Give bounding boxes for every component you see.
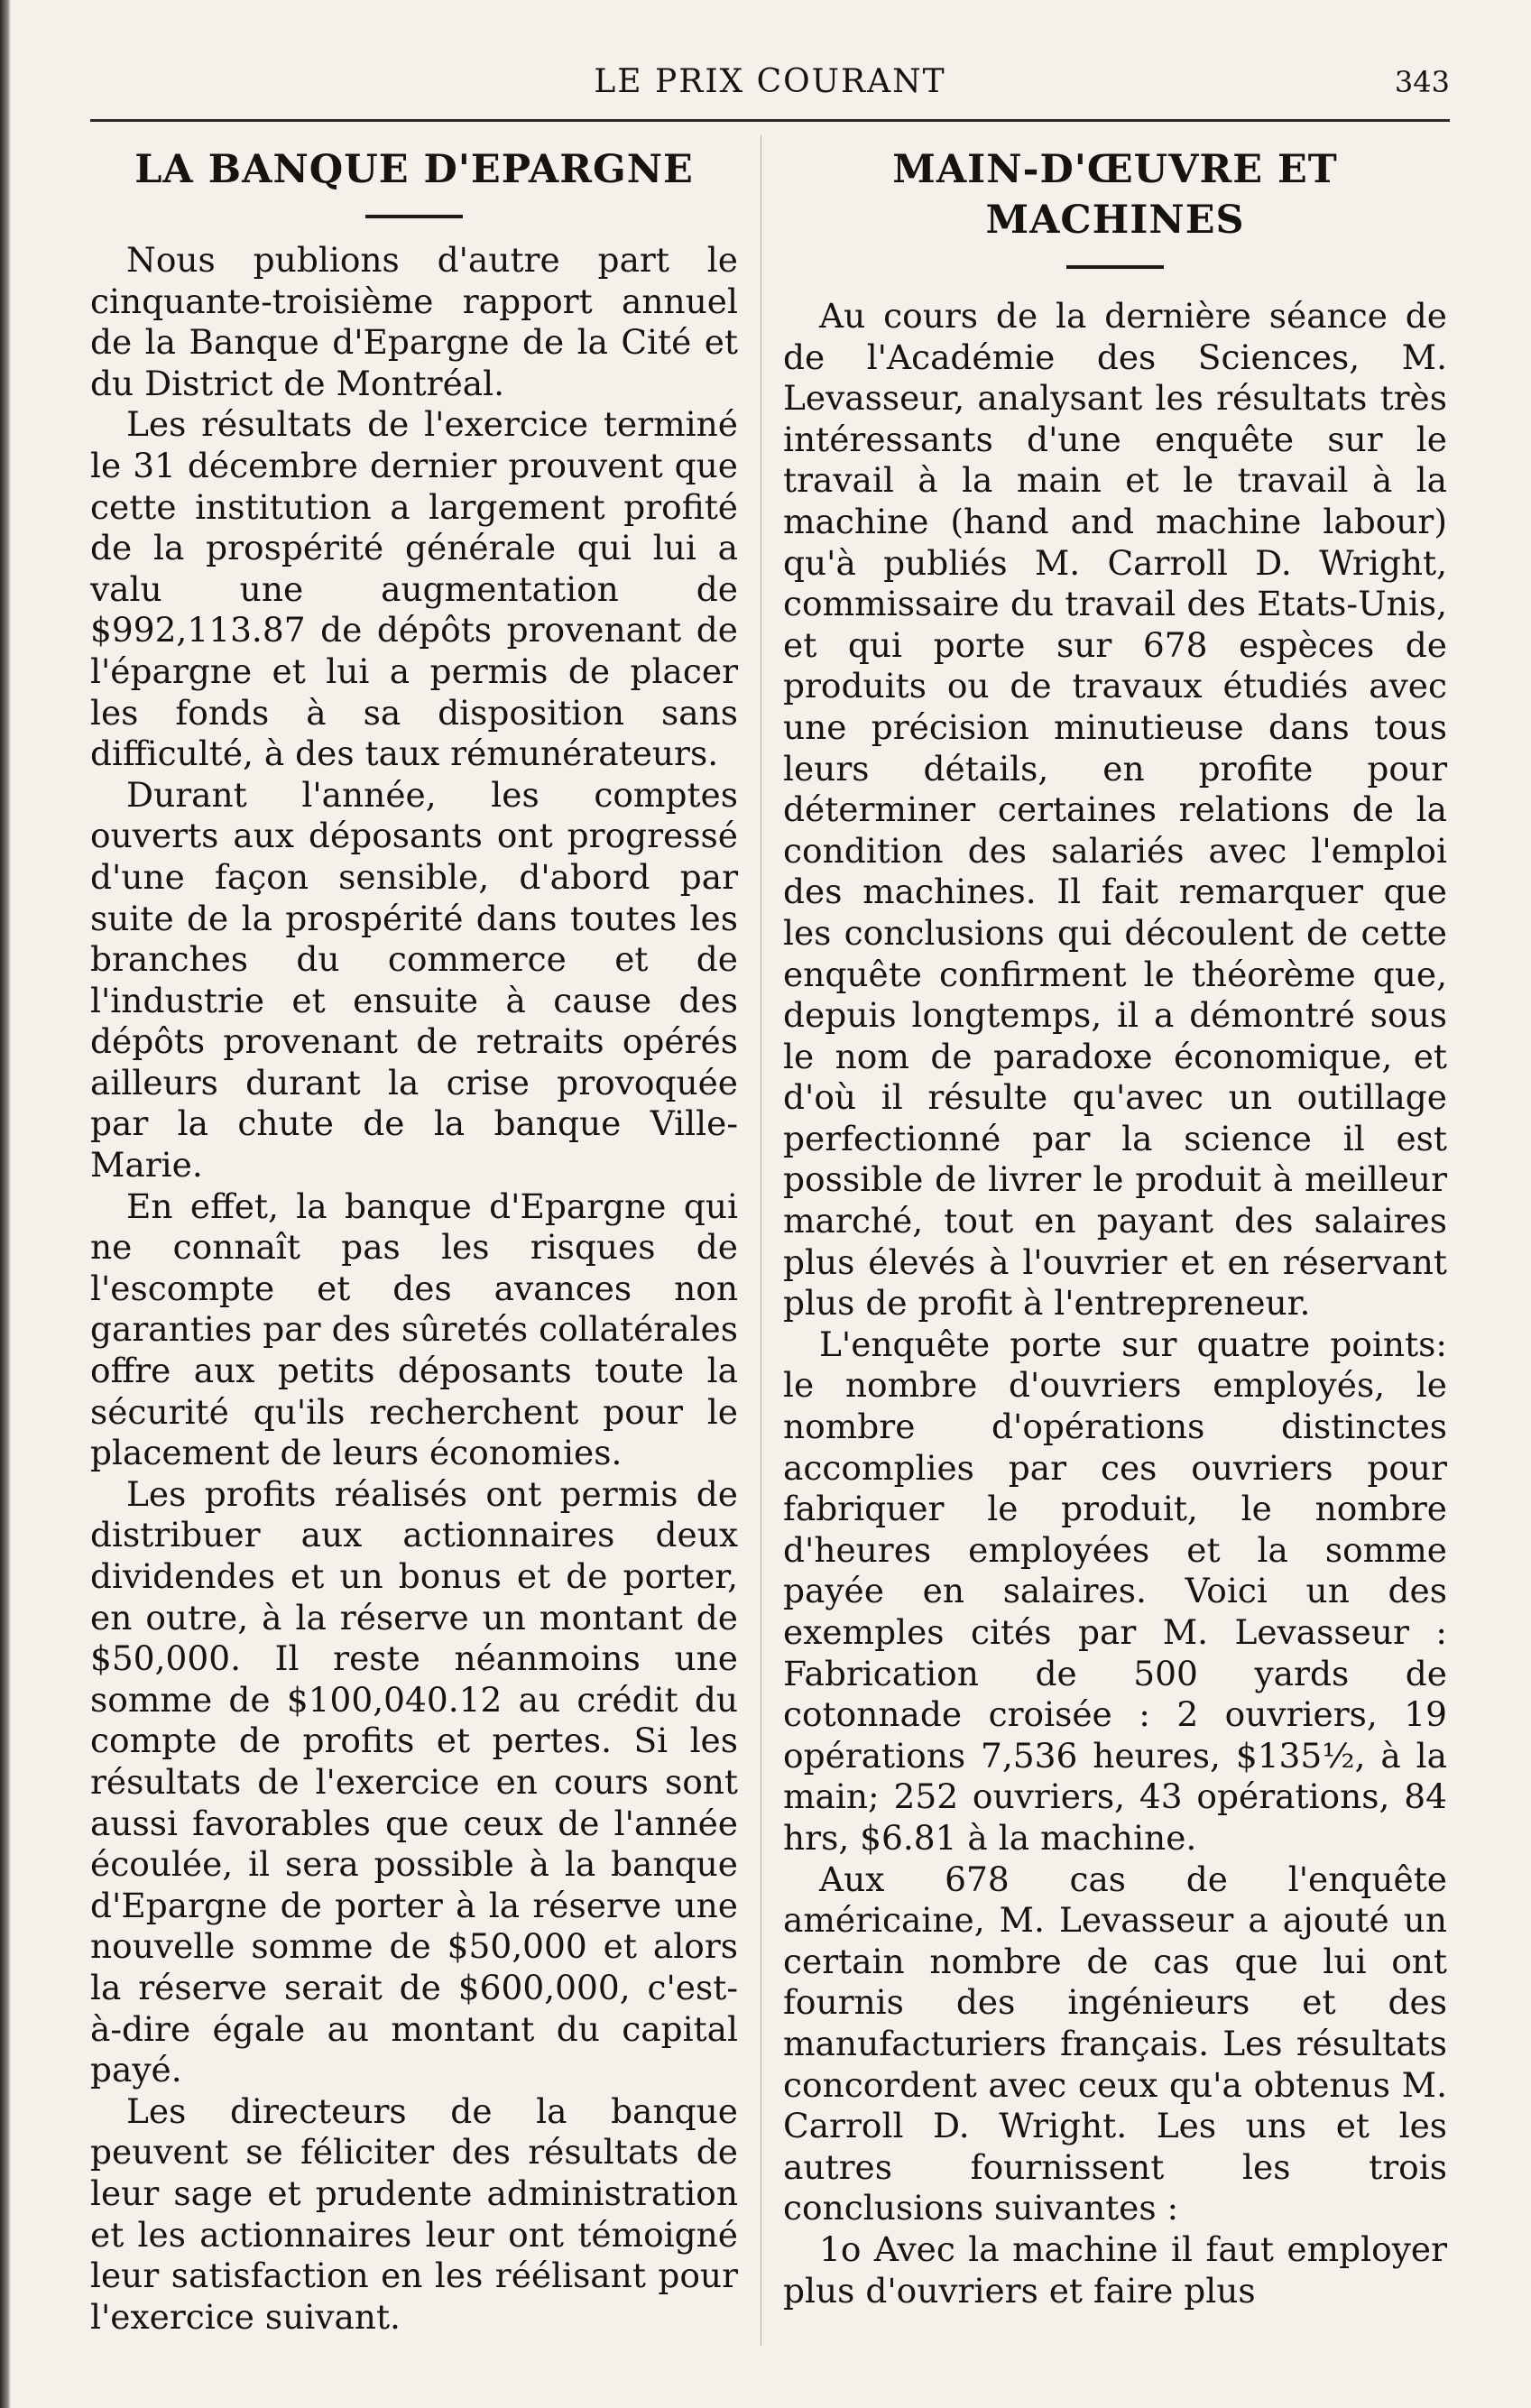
- paragraph: 1o Avec la machine il faut employer plus d'ouvriers et faire plus: [783, 2228, 1447, 2311]
- page-edge-shadow: [0, 0, 11, 2408]
- title-rule: [1066, 265, 1164, 269]
- paragraph: L'enquête porte sur quatre points: le nombre d'ouvriers employés, le nombre d'opérations distinctes accomplies par ces ouvriers pour fabriquer le produit, le nombre d'heures employées et la somme payée en salaires. Voici un des exemples cités par M. Levasseur : Fabrication de 500 yards de cotonnade croisée : 2 ouvriers, 19 opérations 7,536 heures, $135½, à la main; 252 ouvriers, 43 opérations, 84 hrs, $6.81 à la machine.: [783, 1324, 1447, 1858]
- journal-title: LE PRIX COURANT: [594, 63, 946, 100]
- header-rule: [90, 119, 1450, 122]
- article-title: MAIN-D'ŒUVRE ET MACHINES: [892, 147, 1338, 243]
- paragraph: Aux 678 cas de l'enquête américaine, M. Levasseur a ajouté un certain nombre de cas que lui ont fournis des ingénieurs et des manufacturiers français. Les résultats concordent avec ceux qu'a obtenus M. Carroll D. Wright. Les uns et les autres fournissent les trois conclusions suivantes :: [783, 1859, 1447, 2228]
- paragraph: Nous publions d'autre part le cinquante-troisième rapport annuel de la Banque d'Epargne de la Cité et du District de Montréal.: [90, 240, 738, 403]
- paragraph: Les profits réalisés ont permis de distribuer aux actionnaires deux dividendes et un bonus et de porter, en outre, à la réserve un montant de $50,000. Il reste néanmoins une somme de $100,040.12 au crédit du compte de profits et pertes. Si les résultats de l'exercice en cours sont aussi favorables que ceux de l'année écoulée, il sera possible à la banque d'Epargne de porter à la réserve une nouvelle somme de $50,000 et alors la réserve serait de $600,000, c'est-à-dire égale au montant du capital payé.: [90, 1473, 738, 2090]
- title-rule: [365, 215, 463, 218]
- article-banque-epargne: [90, 144, 738, 2338]
- paragraph: Les directeurs de la banque peuvent se féliciter des résultats de leur sage et prudente administration et les actionnaires leur ont témoigné leur satisfaction en les réélisant pour l'exercice suivant.: [90, 2090, 738, 2337]
- paragraph: Au cours de la dernière séance de de l'Académie des Sciences, M. Levasseur, analysant les résultats très intéressants d'une enquête sur le travail à la main et le travail à la machine (hand and machine labour) qu'à publiés M. Carroll D. Wright, commissaire du travail des Etats-Unis, et qui porte sur 678 espèces de produits ou de travaux étudiés avec une précision minutieuse dans tous leurs détails, en profite pour déterminer certaines relations de la condition des salariés avec l'emploi des machines. Il fait remarquer que les conclusions qui découlent de cette enquête confirment le théorème que, depuis longtemps, il a démontré sous le nom de paradoxe économique, et d'où il résulte qu'avec un outillage perfectionné par la science il est possible de livrer le produit à meilleur marché, tout en payant des salaires plus élevés à l'ouvrier et en réservant plus de profit à l'entrepreneur.: [783, 296, 1447, 1324]
- article-main-oeuvre-machines: [783, 144, 1447, 2311]
- running-header: [90, 56, 1450, 106]
- paragraph: En effet, la banque d'Epargne qui ne connaît pas les risques de l'escompte et des avances non garanties par des sûretés collatérales offre aux petits déposants toute la sécurité qu'ils recherchent pour le placement de leurs économies.: [90, 1186, 738, 1473]
- paragraph: Les résultats de l'exercice terminé le 31 décembre dernier prouvent que cette institution a largement profité de la prospérité générale qui lui a valu une augmentation de $992,113.87 de dépôts provenant de l'épargne et lui a permis de placer les fonds à sa disposition sans difficulté, à des taux rémunérateurs.: [90, 404, 738, 774]
- page-number: 343: [1394, 65, 1450, 99]
- article-title: LA BANQUE D'EPARGNE: [134, 147, 694, 192]
- paragraph: Durant l'année, les comptes ouverts aux déposants ont progressé d'une façon sensible, d'abord par suite de la prospérité dans toutes les branches du commerce et de l'industrie et ensuite à cause des dépôts provenant de retraits opérés ailleurs durant la crise provoquée par la chute de la banque Ville-Marie.: [90, 774, 738, 1186]
